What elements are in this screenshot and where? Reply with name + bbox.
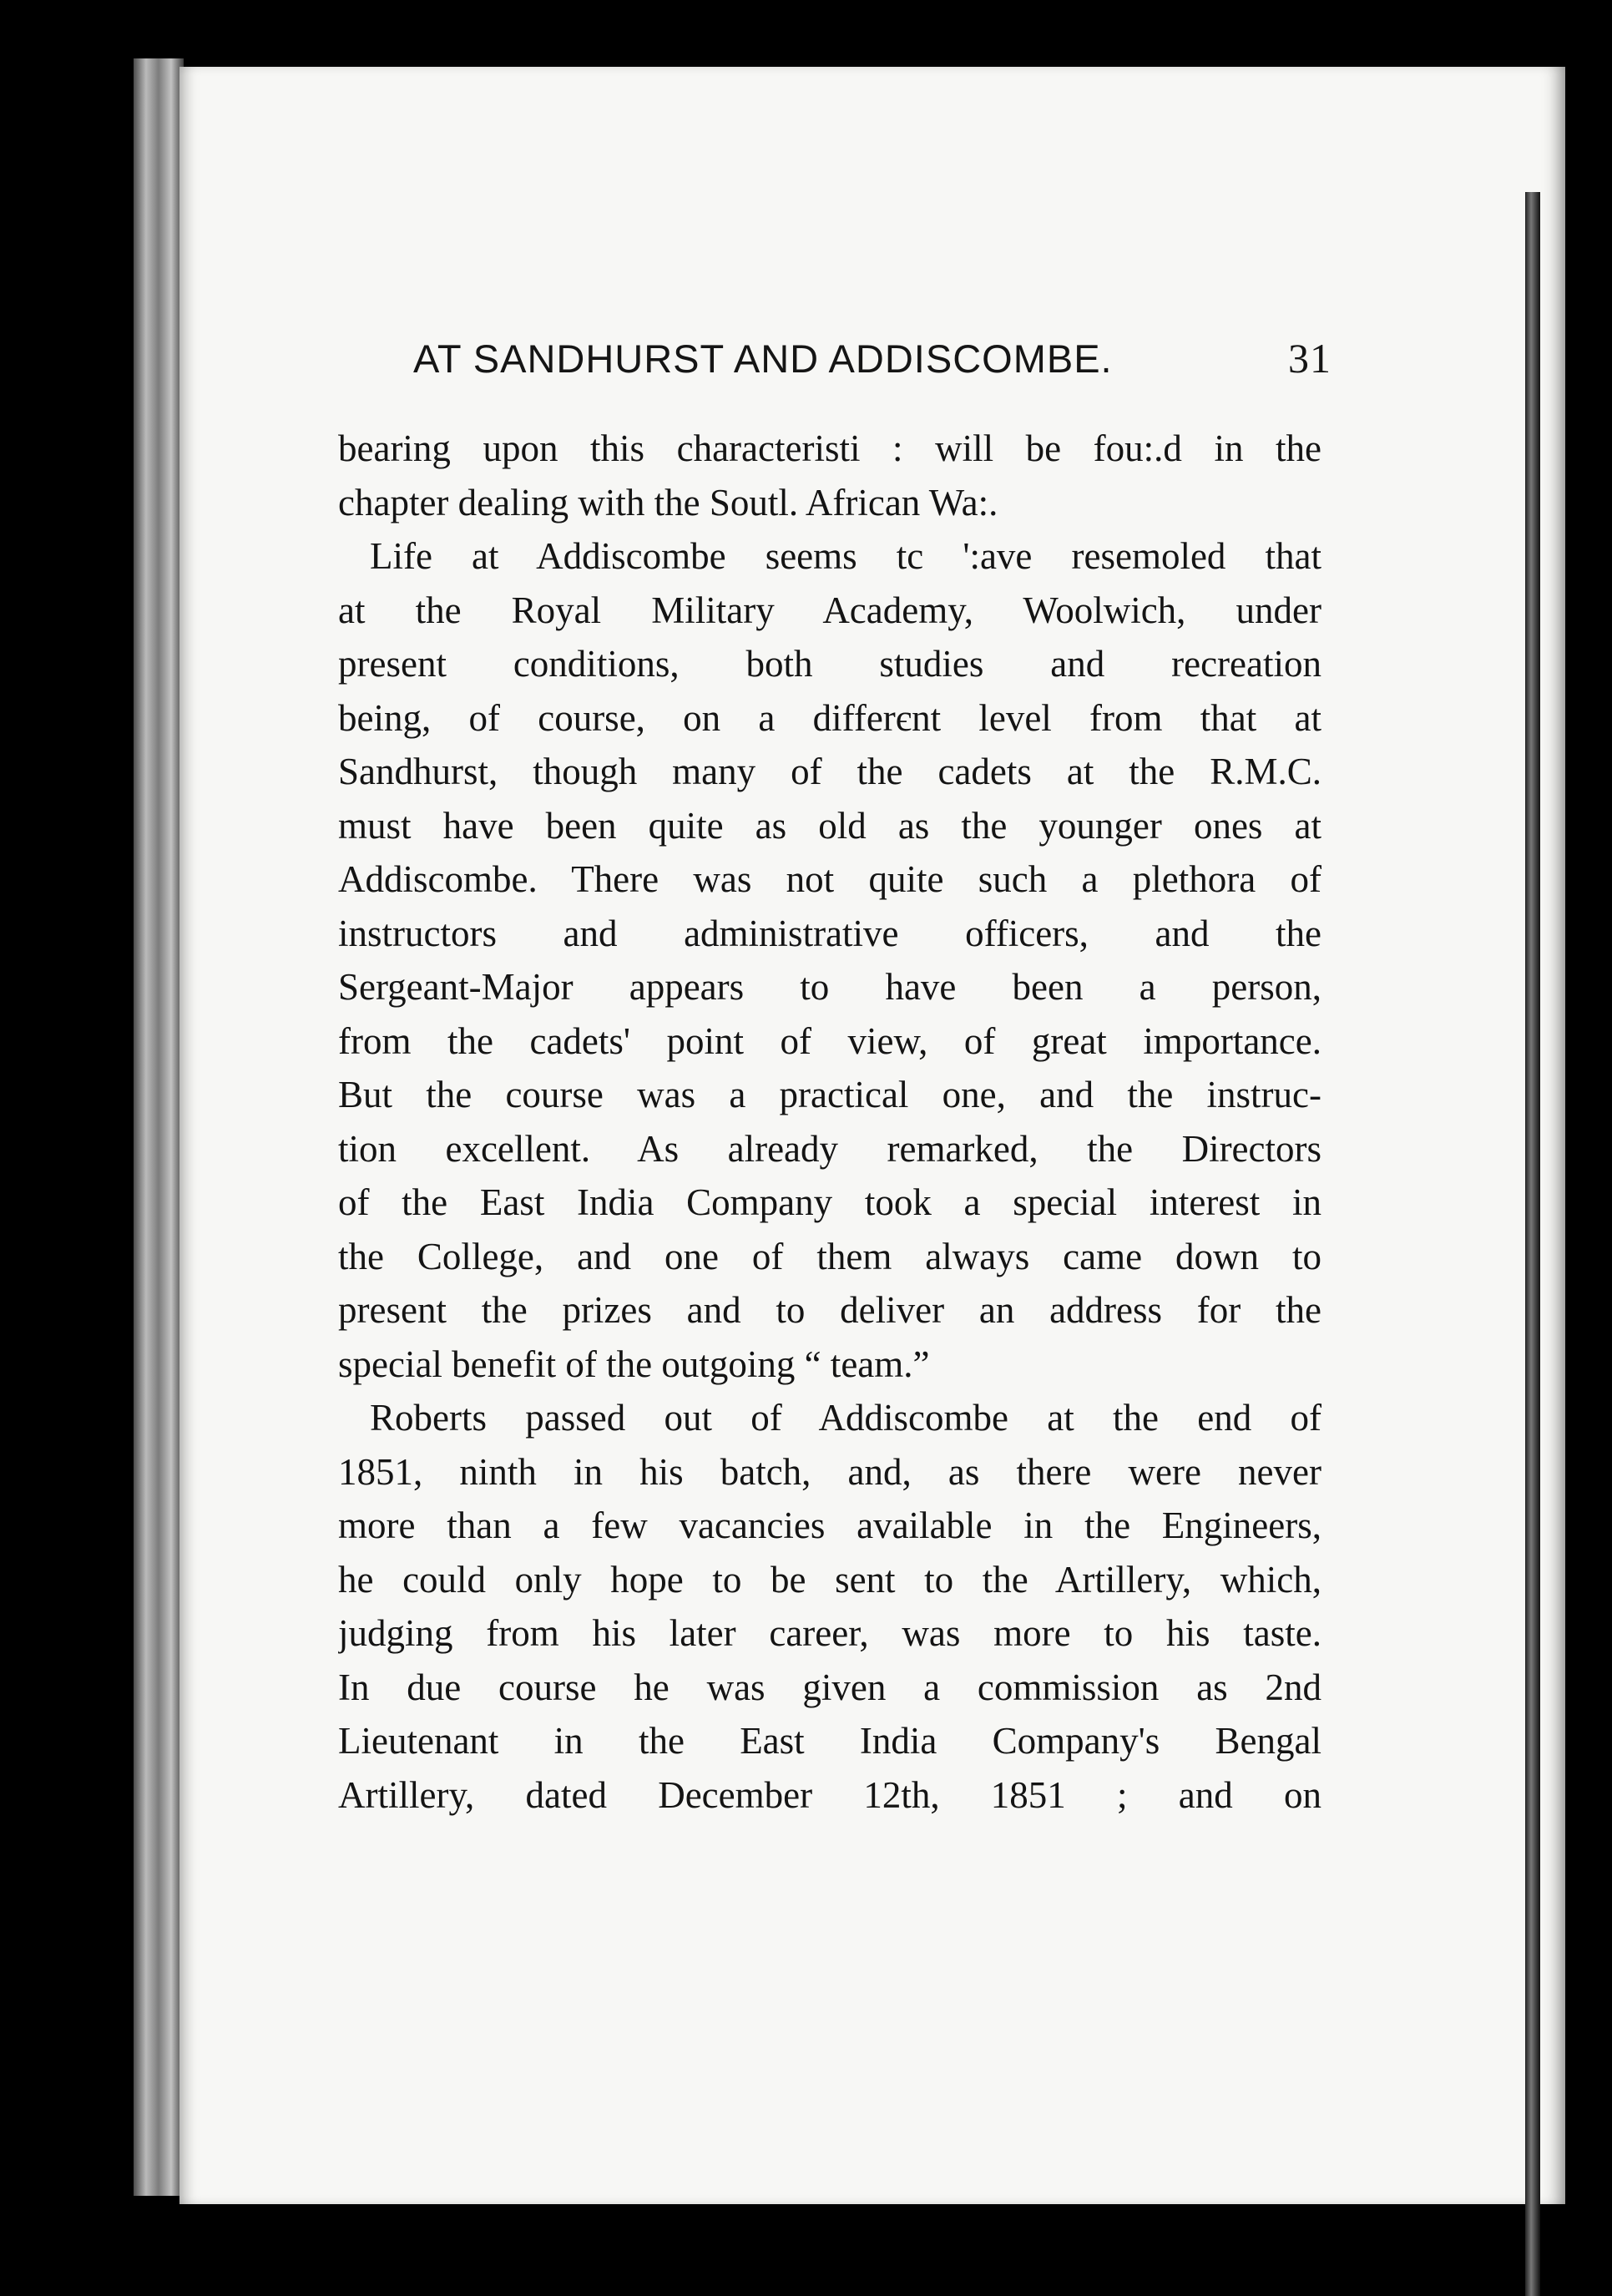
text-line: instructors and administrative officers, and the [338,912,1321,954]
text-line: Artillery, dated December 12th, 1851 ; and on [338,1773,1321,1816]
text-line: Roberts passed out of Addiscombe at the end of [370,1397,1321,1439]
page-number: 31 [1288,335,1332,382]
text-line: he could only hope to be sent to the Artillery, which, [338,1558,1321,1601]
text-line: In due course he was given a commission as 2nd [338,1666,1321,1708]
text-line: special benefit of the outgoing “ team.” [338,1343,930,1385]
text-line: more than a few vacancies available in the Engineers, [338,1505,1321,1546]
text-line: But the course was a practical one, and the instruc- [338,1074,1321,1115]
text-line: at the Royal Military Academy, Woolwich, under [338,589,1321,631]
text-line: Addiscombe. There was not quite such a plethora of [338,858,1321,900]
text-line: tion excellent. As already remarked, the Directors [338,1127,1321,1170]
text-line: Life at Addiscombe seems tc ':ave resemoled that [370,535,1321,577]
text-line: judging from his later career, was more to his taste. [338,1612,1321,1654]
text-line: from the cadets' point of view, of great importance. [338,1019,1321,1062]
text-line: Lieutenant in the East India Company's Bengal [338,1720,1321,1762]
text-line: present the prizes and to deliver an address for the [338,1289,1321,1331]
text-line: bearing upon this characteristi : will be fou:.d in the [338,427,1321,469]
text-line: 1851, ninth in his batch, and, as there were never [338,1450,1321,1493]
text-line: Sergeant-Major appears to have been a person, [338,966,1321,1008]
body-text [338,422,1321,1822]
text-line: chapter dealing with the Soutl. African Wa:. [338,481,998,523]
text-line: of the East India Company took a special interest in [338,1181,1321,1223]
running-head-title: AT SANDHURST AND ADDISCOMBE. [413,336,1113,381]
text-line: being, of course, on a differєnt level from that at [338,696,1321,739]
text-line: the College, and one of them always came down to [338,1235,1321,1277]
running-head [413,334,1332,382]
text-line: must have been quite as old as the younger ones at [338,804,1321,847]
text-line: present conditions, both studies and recreation [338,643,1321,685]
book-spine [134,58,184,2196]
page-edge-shadow [1525,192,1540,2296]
text-line: Sandhurst, though many of the cadets at the R.M.C. [338,751,1321,792]
